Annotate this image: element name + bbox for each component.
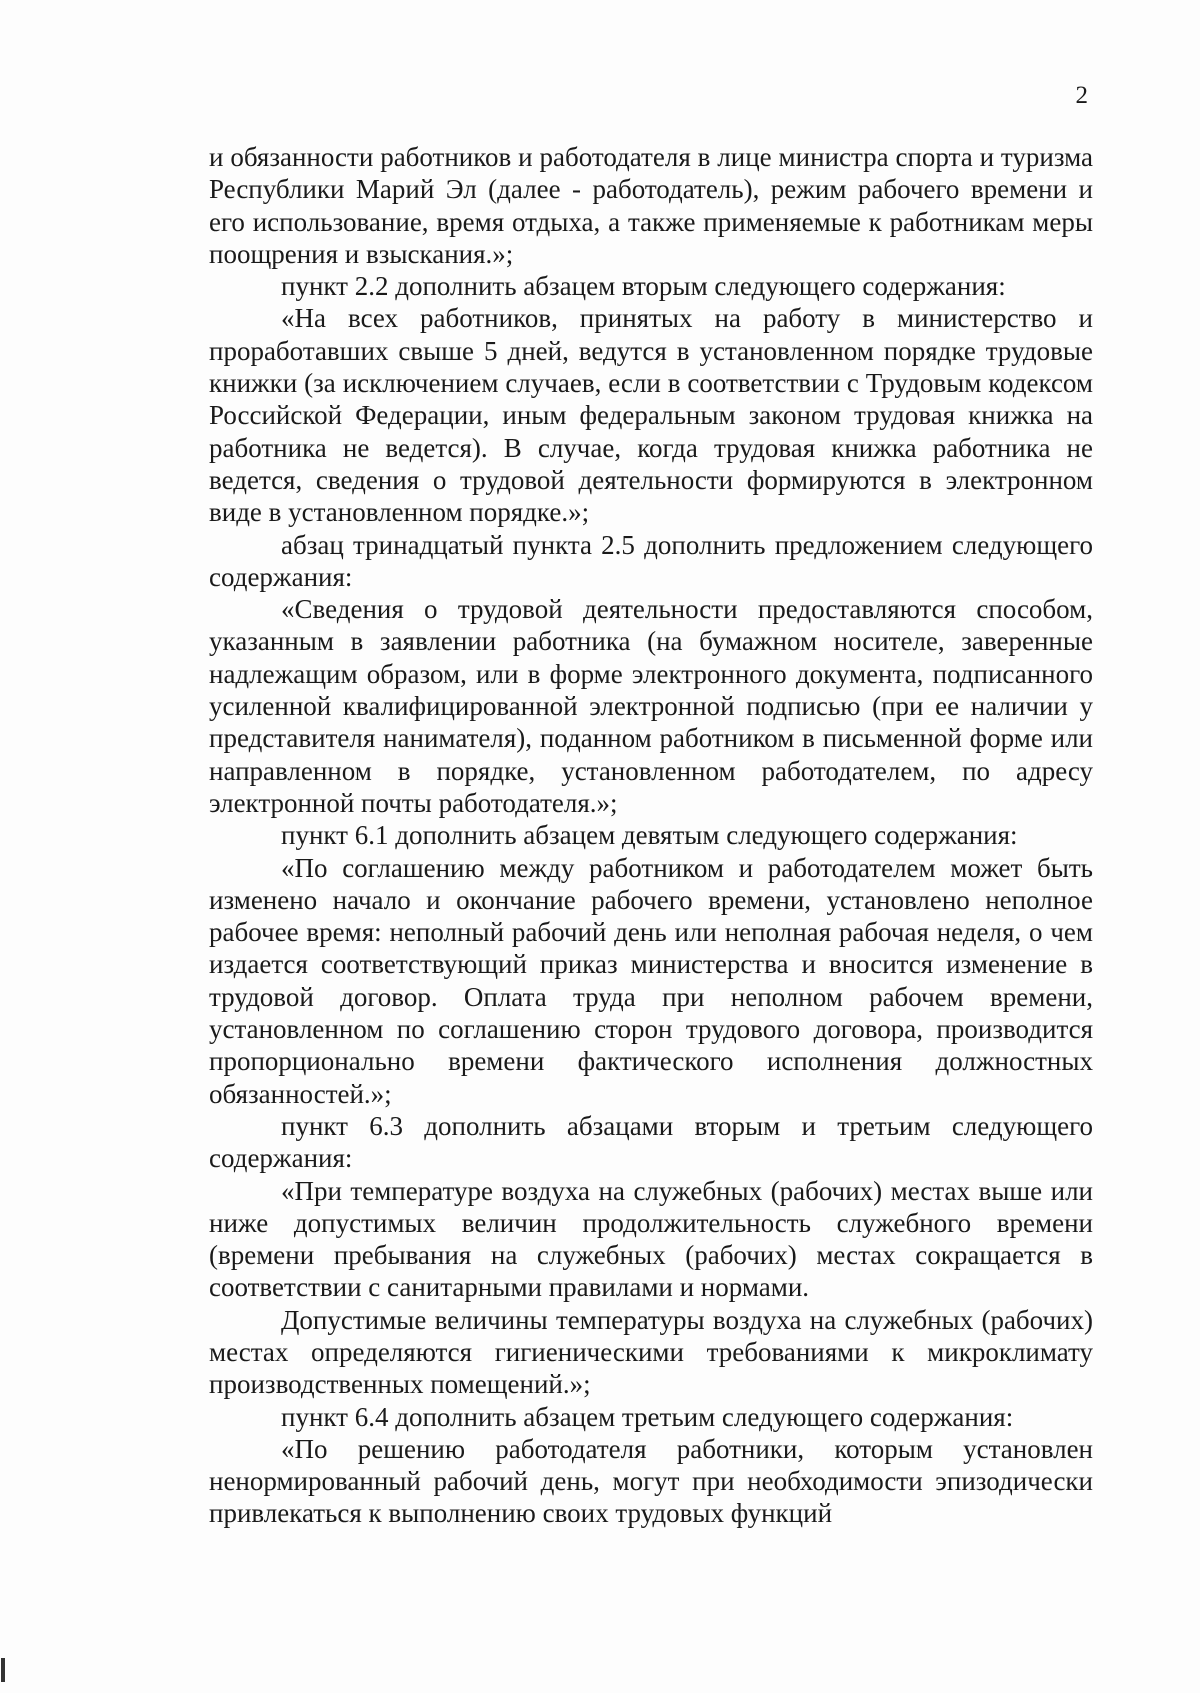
paragraph: «Сведения о трудовой деятельности предоставляются способом, указанным в заявлении работника (на бумажном носителе, заверенные надлежащим образом, или в форме электронного документа, подписанного усиленной квалифицированной электронной подписью (при ее наличии у представителя нанимателя), поданном работником в письменной форме или направленном в порядке, установленном работодателем, по адресу электронной почты работодателя.»;	[209, 594, 1093, 818]
paragraph: пункт 6.4 дополнить абзацем третьим следующего содержания:	[281, 1401, 1014, 1432]
paragraph: «По соглашению между работником и работодателем может быть изменено начало и окончание рабочего времени, установлено неполное рабочее время: неполный рабочий день или неполная рабочая неделя, о чем издается соответствующий приказ министерства и вносится изменение в трудовой договор. Оплата труда при неполном рабочем времени, установленном по соглашению сторон трудового договора, производится пропорционально времени фактического исполнения должностных обязанностей.»;	[209, 852, 1093, 1109]
paragraph: абзац тринадцатый пункта 2.5 дополнить предложением следующего содержания:	[209, 529, 1093, 592]
paragraph: Допустимые величины температуры воздуха на служебных (рабочих) местах определяются гигиеническими требованиями к микроклимату производственных помещений.»;	[209, 1304, 1093, 1400]
paragraph: и обязанности работников и работодателя в лице министра спорта и туризма Республики Марий Эл (далее - работодатель), режим рабочего времени и его использование, время отдыха, а также применяемые к работникам меры поощрения и взыскания.»;	[209, 142, 1093, 269]
page-number: 2	[1075, 82, 1088, 109]
paragraph: «На всех работников, принятых на работу в министерство и проработавших свыше 5 дней, ведутся в установленном порядке трудовые книжки (за исключением случаев, если в соответствии с Трудовым кодексом Российской Федерации, иным федеральным законом трудовая книжка на работника не ведется). В случае, когда трудовая книжка работника не ведется, сведения о трудовой деятельности формируются в электронном виде в установленном порядке.»;	[209, 303, 1093, 528]
paragraph: пункт 6.3 дополнить абзацами вторым и третьим следующего содержания:	[209, 1110, 1093, 1174]
paragraph: пункт 6.1 дополнить абзацем девятым следующего содержания:	[281, 820, 1018, 851]
paragraph: «При температуре воздуха на служебных (рабочих) местах выше или ниже допустимых величин продолжительность служебного времени (времени пребывания на служебных (рабочих) местах сокращается в соответствии с санитарными правилами и нормами.	[209, 1175, 1093, 1303]
paragraph: пункт 2.2 дополнить абзацем вторым следующего содержания:	[281, 271, 1006, 302]
document-body	[209, 141, 1093, 1530]
paragraph: «По решению работодателя работники, которым установлен ненормированный рабочий день, могут при необходимости эпизодически привлекаться к выполнению своих трудовых функций	[209, 1433, 1093, 1529]
scan-edge-mark	[1, 1658, 5, 1682]
